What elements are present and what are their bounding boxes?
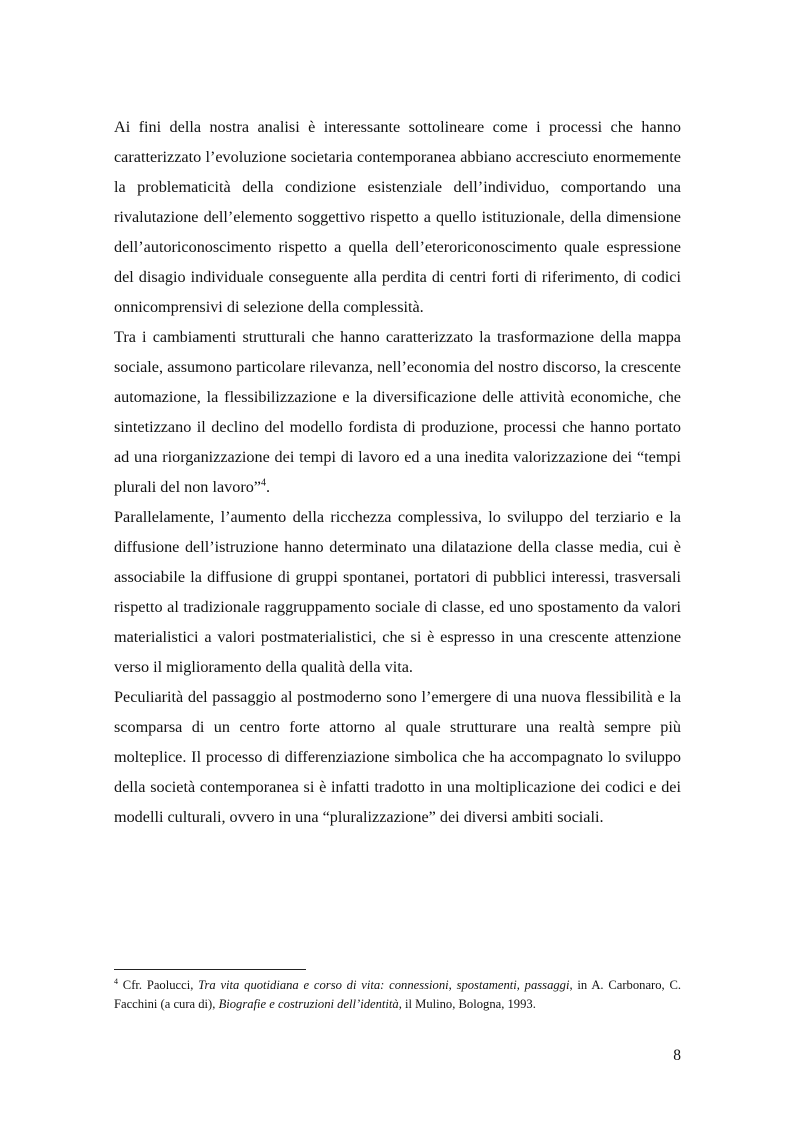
footnote: [114, 976, 681, 1014]
footnote-reference[interactable]: 4: [261, 477, 266, 489]
paragraph-2-text: Tra i cambiamenti strutturali che hanno caratterizzato la trasformazione della mappa sociale, assumono particolare rilevanza, nell’economia del nostro discorso, la crescente automazione, la flessibilizzazione e la diversificazione delle attività economiche, che sintetizzano il declino del modello fordista di produzione, processi che hanno portato ad una riorganizzazione dei tempi di lavoro ed a una inedita valorizzazione dei “tempi plurali del non lavoro”: [114, 328, 681, 496]
footnote-number: 4: [114, 976, 118, 986]
footnote-title-2: Biografie e costruzioni dell’identità: [218, 997, 399, 1011]
paragraph-2: [114, 322, 681, 502]
footnote-title-1: Tra vita quotidiana e corso di vita: connessioni, spostamenti, passaggi: [198, 978, 570, 992]
footnote-author: Cfr. Paolucci,: [118, 978, 199, 992]
paragraph-1: Ai fini della nostra analisi è interessante sottolineare come i processi che hanno caratterizzato l’evoluzione societaria contemporanea abbiano accresciuto enormemente la problematicità della condizione esistenziale dell’individuo, comportando una rivalutazione dell’elemento soggettivo rispetto a quello istituzionale, della dimensione dell’autoriconoscimento rispetto a quella dell’eteroriconoscimento quale espressione del disagio individuale conseguente alla perdita di centri forti di riferimento, di codici onnicomprensivi di selezione della complessità.: [114, 118, 681, 316]
paragraph-2-end: .: [266, 478, 271, 496]
footnote-middle: , in A. Carbonaro, C. Facchini (a cura di),: [114, 978, 682, 1011]
paragraph-3: Parallelamente, l’aumento della ricchezza complessiva, lo sviluppo del terziario e la diffusione dell’istruzione hanno determinato una dilatazione della classe media, cui è associabile la diffusione di gruppi spontanei, portatori di pubblici interessi, trasversali rispetto al tradizionale raggruppamento sociale di classe, ed uno spostamento da valori materialistici a valori postmaterialistici, che si è espresso in una crescente attenzione verso il miglioramento della qualità della vita.: [114, 508, 681, 676]
page-number: 8: [673, 1047, 681, 1064]
paragraph-4: Peculiarità del passaggio al postmoderno sono l’emergere di una nuova flessibilità e la scomparsa di un centro forte attorno al quale strutturare una realtà sempre più molteplice. Il processo di differenziazione simbolica che ha accompagnato lo sviluppo della società contemporanea si è infatti tradotto in una moltiplicazione dei codici e dei modelli culturali, ovvero in una “pluralizzazione” dei diversi ambiti sociali.: [114, 688, 681, 826]
body-text: [114, 112, 681, 832]
footnote-end: , il Mulino, Bologna, 1993.: [398, 997, 536, 1011]
footnote-separator: [114, 969, 306, 970]
